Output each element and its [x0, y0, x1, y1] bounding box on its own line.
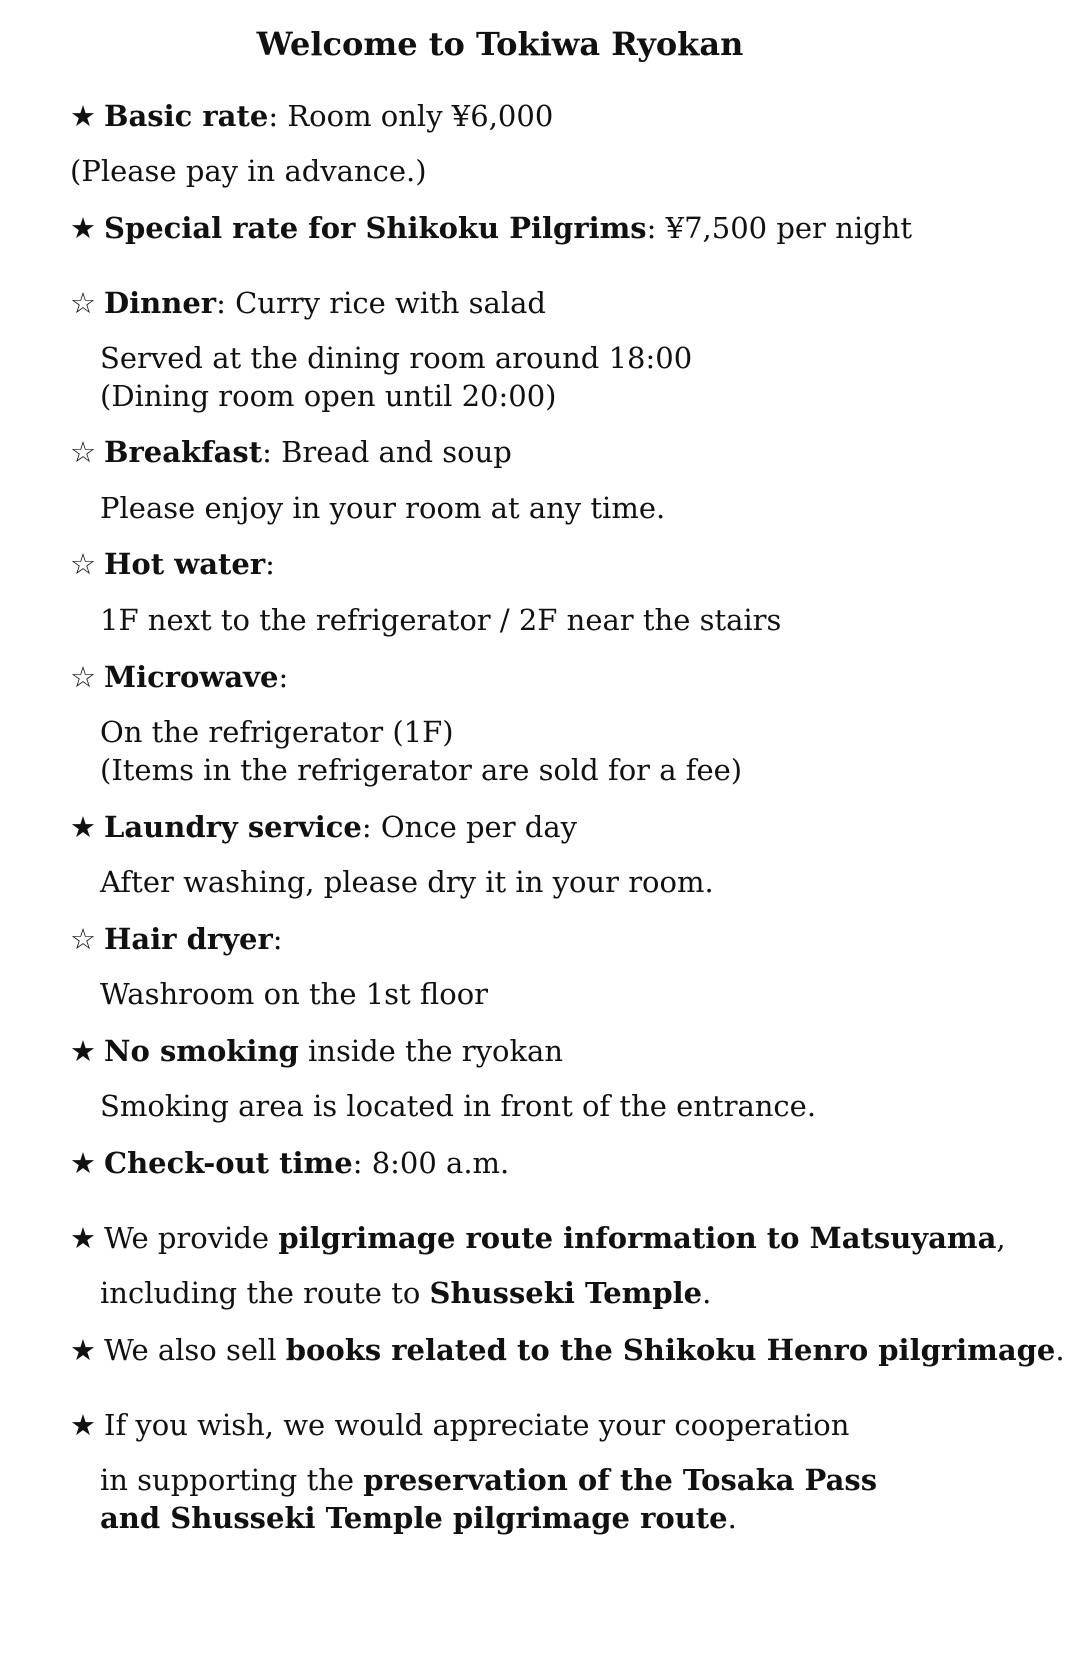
route-info-bold: pilgrimage route information to Matsuyama — [278, 1221, 997, 1255]
route-info-post: , — [996, 1221, 1006, 1255]
basic-rate-label: Basic rate — [104, 99, 269, 133]
route-info-pre: We provide — [104, 1221, 279, 1255]
books-bold: books related to the Shikoku Henro pilgrimage — [285, 1333, 1056, 1367]
page-title: Welcome to Tokiwa Ryokan — [256, 25, 744, 63]
pilgrim-rate-text: ¥7,500 per night — [656, 211, 912, 245]
breakfast-line — [70, 432, 512, 472]
pilgrim-rate-line — [70, 208, 912, 248]
separator: : — [262, 435, 272, 469]
microwave-detail: (Items in the refrigerator are sold for a fee) — [100, 753, 743, 787]
laundry-detail: After washing, please dry it in your room. — [100, 865, 714, 899]
hot-water-line — [70, 544, 275, 584]
separator: : — [352, 1146, 363, 1180]
basic-rate-line — [70, 96, 553, 136]
filled-star-icon: ★ — [70, 1333, 96, 1367]
shusseki-temple-bold: Shusseki Temple — [429, 1276, 703, 1310]
route-info-line — [70, 1218, 1006, 1258]
breakfast-label: Breakfast — [104, 435, 263, 469]
preservation-bold: preservation of the Tosaka Pass — [363, 1463, 878, 1497]
no-smoking-line — [70, 1031, 563, 1071]
laundry-line — [70, 807, 577, 847]
separator: : — [272, 922, 283, 956]
separator: : — [268, 99, 279, 133]
microwave-label: Microwave — [104, 660, 279, 694]
hot-water-detail: 1F next to the refrigerator / 2F near the stairs — [100, 603, 782, 637]
basic-rate-text: Room only ¥6,000 — [278, 99, 554, 133]
outline-star-icon: ☆ — [70, 547, 96, 581]
microwave-line — [70, 657, 288, 697]
hair-dryer-detail: Washroom on the 1st floor — [100, 977, 489, 1011]
dinner-detail: (Dining room open until 20:00) — [100, 379, 557, 413]
outline-star-icon: ☆ — [70, 660, 96, 694]
pilgrim-rate-label: Special rate for Shikoku Pilgrims — [104, 211, 647, 245]
cooperation-line2-pre: in supporting the — [100, 1463, 364, 1497]
separator: : — [216, 286, 226, 320]
filled-star-icon: ★ — [70, 1221, 96, 1255]
filled-star-icon: ★ — [70, 1146, 96, 1180]
books-post: . — [1055, 1333, 1065, 1367]
filled-star-icon: ★ — [70, 1034, 96, 1068]
outline-star-icon: ☆ — [70, 286, 96, 320]
outline-star-icon: ☆ — [70, 922, 96, 956]
separator: : — [278, 660, 289, 694]
cooperation-post: . — [727, 1501, 737, 1535]
cooperation-line — [70, 1405, 849, 1445]
outline-star-icon: ☆ — [70, 435, 96, 469]
cooperation-text: If you wish, we would appreciate your cooperation — [104, 1408, 850, 1442]
dinner-line — [70, 283, 546, 323]
no-smoking-text: inside the ryokan — [298, 1034, 564, 1068]
microwave-detail: On the refrigerator (1F) — [100, 715, 454, 749]
filled-star-icon: ★ — [70, 1408, 96, 1442]
breakfast-detail: Please enjoy in your room at any time. — [100, 491, 666, 525]
filled-star-icon: ★ — [70, 810, 96, 844]
separator: : — [646, 211, 657, 245]
laundry-label: Laundry service — [104, 810, 362, 844]
hot-water-label: Hot water — [104, 547, 266, 581]
checkout-label: Check-out time — [104, 1146, 353, 1180]
dinner-detail: Served at the dining room around 18:00 — [100, 341, 693, 375]
checkout-text: 8:00 a.m. — [362, 1146, 510, 1180]
filled-star-icon: ★ — [70, 211, 96, 245]
separator: : — [265, 547, 275, 581]
route-info-line2-pre: including the route to — [100, 1276, 430, 1310]
hair-dryer-line — [70, 919, 283, 959]
advance-payment-note: (Please pay in advance.) — [70, 154, 427, 188]
separator: : — [361, 810, 372, 844]
hair-dryer-label: Hair dryer — [104, 922, 273, 956]
route-info-line-2 — [100, 1273, 711, 1313]
books-pre: We also sell — [104, 1333, 286, 1367]
checkout-line — [70, 1143, 509, 1183]
books-line — [70, 1330, 1065, 1370]
filled-star-icon: ★ — [70, 99, 96, 133]
route-info-line2-post: . — [702, 1276, 712, 1310]
pilgrimage-route-bold: and Shusseki Temple pilgrimage route — [100, 1501, 728, 1535]
cooperation-line-3 — [100, 1498, 737, 1538]
breakfast-text: Bread and soup — [271, 435, 512, 469]
no-smoking-label: No smoking — [104, 1034, 299, 1068]
dinner-label: Dinner — [104, 286, 217, 320]
cooperation-line-2 — [100, 1460, 877, 1500]
laundry-text: Once per day — [371, 810, 578, 844]
dinner-text: Curry rice with salad — [225, 286, 546, 320]
no-smoking-detail: Smoking area is located in front of the entrance. — [100, 1089, 817, 1123]
